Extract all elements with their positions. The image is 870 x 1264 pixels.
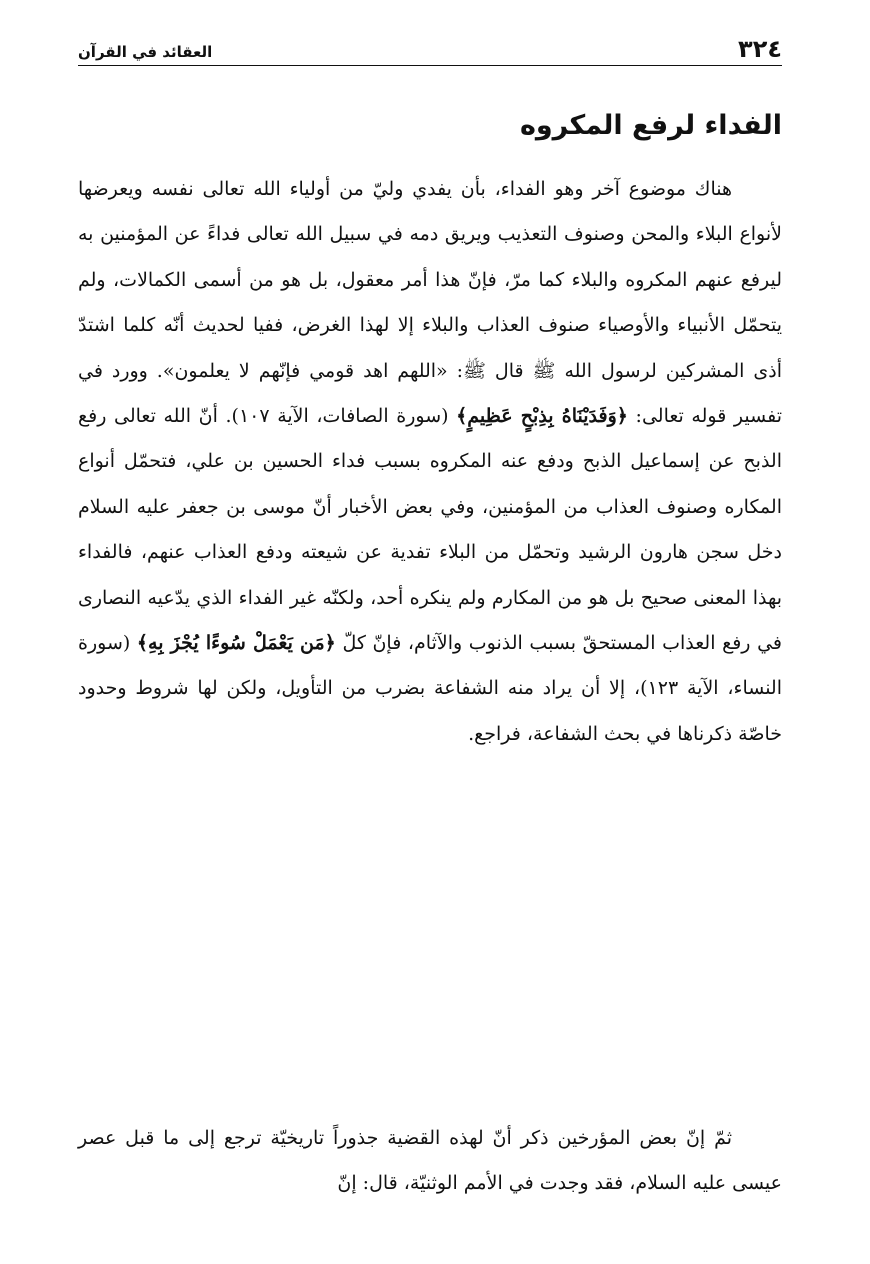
book-title: العقائد في القرآن xyxy=(78,43,213,61)
paragraph-text: (سورة النساء، الآية ١٢٣)، إلا أن يراد منه الشفاعة بضرب من التأويل، ولكن لها شروط وحدود خاصّة ذكرناها في بحث الشفاعة، فراجع. xyxy=(78,632,783,745)
paragraph-text: (سورة الصافات، الآية ١٠٧). أنّ الله تعالى رفع الذبح عن إسماعيل الذبح ودفع عنه المكروه بسبب فداء الحسين بن علي، فتحمّل أنواع المكاره وصنوف العذاب من المؤمنين، وفي بعض الأخبار أنّ موسى بن جعفر عليه السلام دخل سجن هارون الرشيد وتحمّل من البلاء تفدية عن شيعته ودفع العذاب عنهم، فالفداء بهذا المعنى صحيح بل هو من المكارم ولم ينكره أحد، ولكنّه غير الفداء الذي يدّعيه النصارى في رفع العذاب المستحقّ بسبب الذنوب والآثام، فإنّ كلّ xyxy=(78,405,783,655)
paragraph-text: ثمّ إنّ بعض المؤرخين ذكر أنّ لهذه القضية جذوراً تاريخيّة ترجع إلى ما قبل عصر عيسى عليه السلام، فقد وجدت في الأمم الوثنيّة، قال: إنّ xyxy=(78,1127,782,1195)
section-heading: الفداء لرفع المكروه xyxy=(519,110,782,141)
book-page xyxy=(78,0,782,1264)
quran-verse: ﴿وَفَدَيْنَاهُ بِذِبْحٍ عَظِيمٍ﴾ xyxy=(456,405,628,428)
paragraph-ransom xyxy=(78,167,782,757)
quran-verse: ﴿مَن يَعْمَلْ سُوءًا يُجْزَ بِهِ﴾ xyxy=(136,632,336,655)
running-header xyxy=(78,30,782,66)
paragraph-text: هناك موضوع آخر وهو الفداء، بأن يفدي وليّ من أولياء الله تعالى نفسه ويعرضها لأنواع البلاء والمحن وصنوف التعذيب ويريق دمه في سبيل الله تعالى فداءً عن المؤمنين به ليرفع عنهم المكروه والبلاء كما مرّ، فإنّ هذا أمر معقول، بل هو من أسمى الكمالات، ولم يتحمّل الأنبياء والأوصياء صنوف العذاب والبلاء إلا لهذا الغرض، ففيا لحديث أنّه كلما اشتدّ أذى المشركين لرسول الله ﷺ قال ﷺ: «اللهم اهد قومي فإنّهم لا يعلمون». وورد في تفسير قوله تعالى: xyxy=(78,178,782,428)
page-number: ٣٢٤ xyxy=(738,35,782,63)
paragraph-historical-roots xyxy=(78,1116,782,1207)
